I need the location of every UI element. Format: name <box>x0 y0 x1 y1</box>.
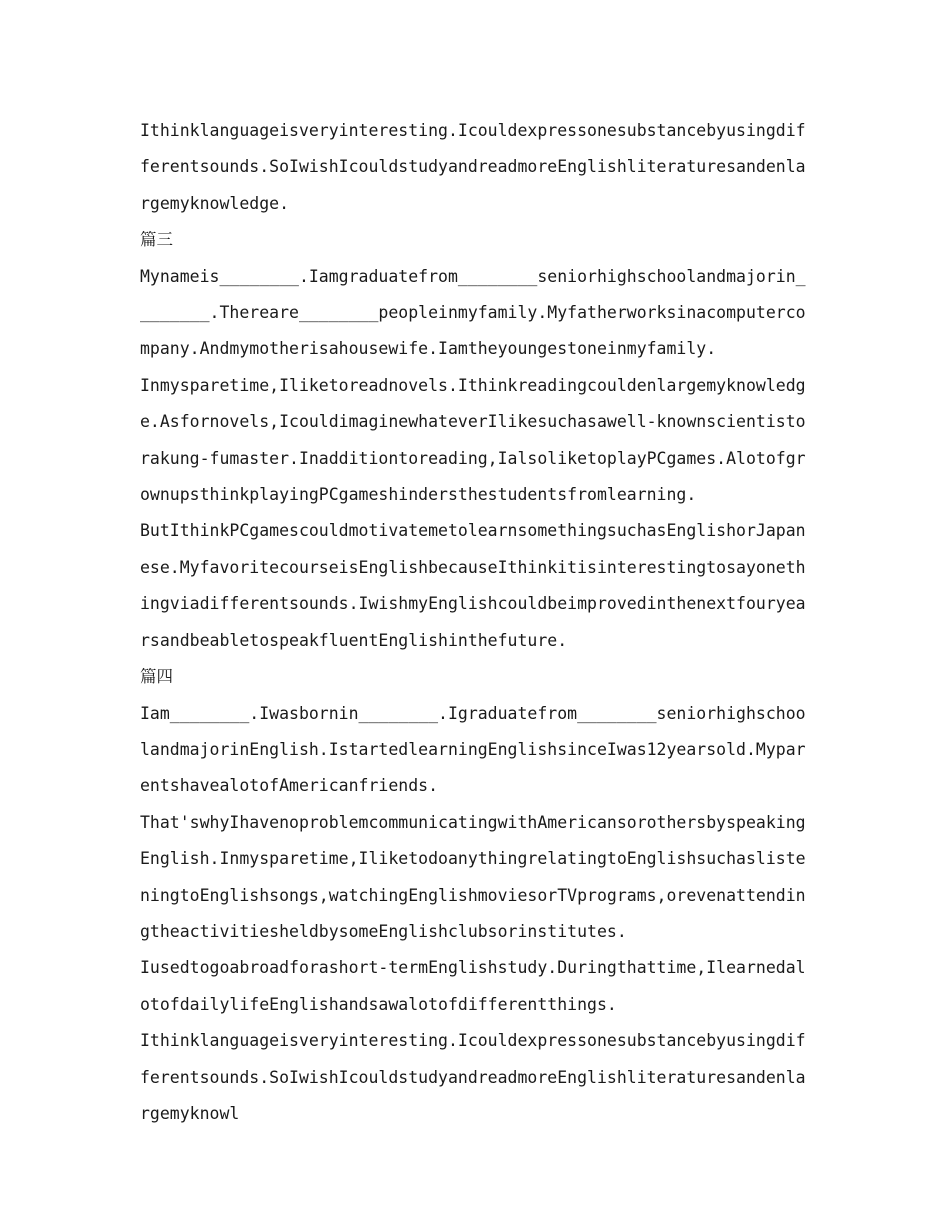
section-heading: 篇三 <box>140 230 173 250</box>
body-paragraph: Iusedtogoabroadforashort-termEnglishstudy.Duringthattime,IlearnedalotofdailylifeEnglishandsawalotofdifferentthings. <box>140 958 806 1014</box>
body-paragraph: ButIthinkPCgamescouldmotivatemetolearnsomethingsuchasEnglishorJapanese.MyfavoritecourseisEnglishbecauseIthinkitisinterestingtosayonethingviadifferentsounds.IwishmyEnglishcouldbeimprovedinthenextfouryearsandbeabletospeakfluentEnglishinthefuture. <box>140 521 806 650</box>
body-paragraph: Inmysparetime,Iliketoreadnovels.Ithinkreadingcouldenlargemyknowledge.Asfornovels,IcouldimaginewhateverIlikesuchasawell-knownscientistorakung-fumaster.Inadditiontoreading,IalsoliketoplayPCgames.AlotofgrownupsthinkplayingPCgameshindersthestudentsfromlearning. <box>140 375 806 505</box>
body-paragraph: That'swhyIhavenoproblemcommunicatingwithAmericansorothersbyspeakingEnglish.Inmysparetime,IliketodoanythingrelatingtoEnglishsuchaslisteningtoEnglishsongs,watchingEnglishmoviesorTVprograms,orevenattendingtheactivitiesheldbysomeEnglishclubsorinstitutes. <box>140 812 806 941</box>
section-heading: 篇四 <box>140 667 173 687</box>
body-paragraph: Ithinklanguageisveryinteresting.Icouldexpressonesubstancebyusingdifferentsounds.SoIwishIcouldstudyandreadmoreEnglishliteraturesandenlargemyknowl <box>140 1031 806 1123</box>
body-paragraph: Mynameis________.Iamgraduatefrom________seniorhighschoolandmajorin________.Thereare________peopleinmyfamily.Myfatherworksinacomputercompany.Andmymotherisahousewife.Iamtheyoungestoneinmyfamily. <box>140 266 806 359</box>
body-paragraph: Iam________.Iwasbornin________.Igraduatefrom________seniorhighschoolandmajorinEnglish.IstartedlearningEnglishsinceIwas12yearsold.MyparentshavealotofAmericanfriends. <box>140 703 806 796</box>
body-paragraph: Ithinklanguageisveryinteresting.Icouldexpressonesubstancebyusingdifferentsounds.SoIwishIcouldstudyandreadmoreEnglishliteraturesandenlargemyknowledge. <box>140 121 806 213</box>
document-body <box>140 113 812 1132</box>
